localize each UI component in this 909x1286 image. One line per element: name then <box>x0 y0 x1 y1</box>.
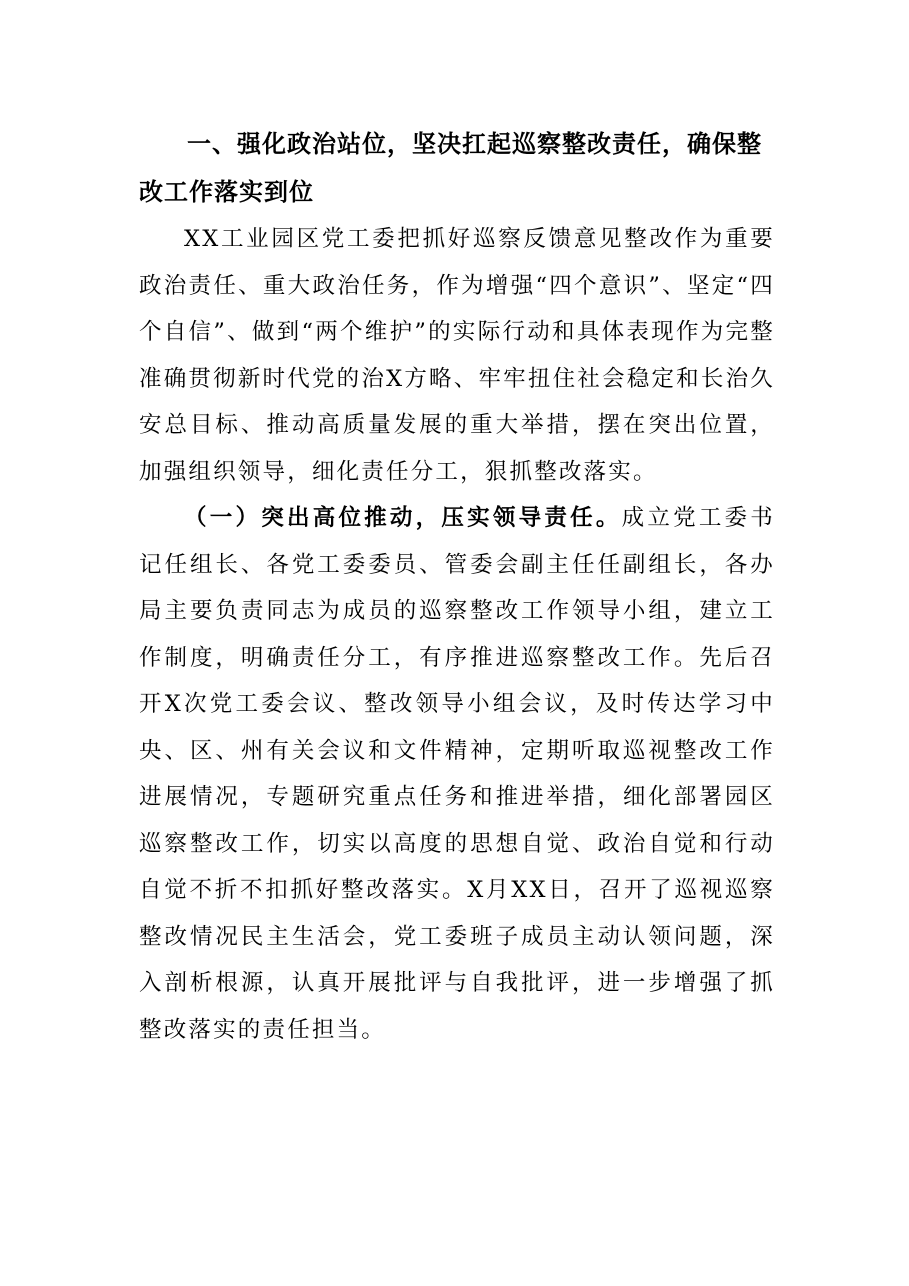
document-body <box>139 120 775 1053</box>
subsection-body: 成立党工委书记任组长、各党工委委员、管委会副主任任副组长，各办局主要负责同志为成员的巡察整改工作领导小组，建立工作制度，明确责任分工，有序推进巡察整改工作。先后召开X次党工委会议、整改领导小组会议，及时传达学习中央、区、州有关会议和文件精神，定期听取巡视整改工作进展情况，专题研究重点任务和推进举措，细化部署园区巡察整改工作，切实以高度的思想自觉、政治自觉和行动自觉不折不扣抓好整改落实。X月XX日，召开了巡视巡察整改情况民主生活会，党工委班子成员主动认领问题，深入剖析根源，认真开展批评与自我批评，进一步增强了抓整改落实的责任担当。 <box>139 505 775 1043</box>
subsection-heading: （一）突出高位推动，压实领导责任。 <box>184 505 622 531</box>
section-heading: 一、强化政治站位，坚决扛起巡察整改责任，确保整改工作落实到位 <box>139 130 762 206</box>
intro-paragraph: XX工业园区党工委把抓好巡察反馈意见整改作为重要政治责任、重大政治任务，作为增强“四个意识”、坚定“四个自信”、做到“两个维护”的实际行动和具体表现作为完整准确贯彻新时代党的治X方略、牢牢扭住社会稳定和长治久安总目标、推动高质量发展的重大举措，摆在突出位置，加强组织领导，细化责任分工，狠抓整改落实。 <box>139 226 775 485</box>
subsection-paragraph <box>139 495 775 1053</box>
